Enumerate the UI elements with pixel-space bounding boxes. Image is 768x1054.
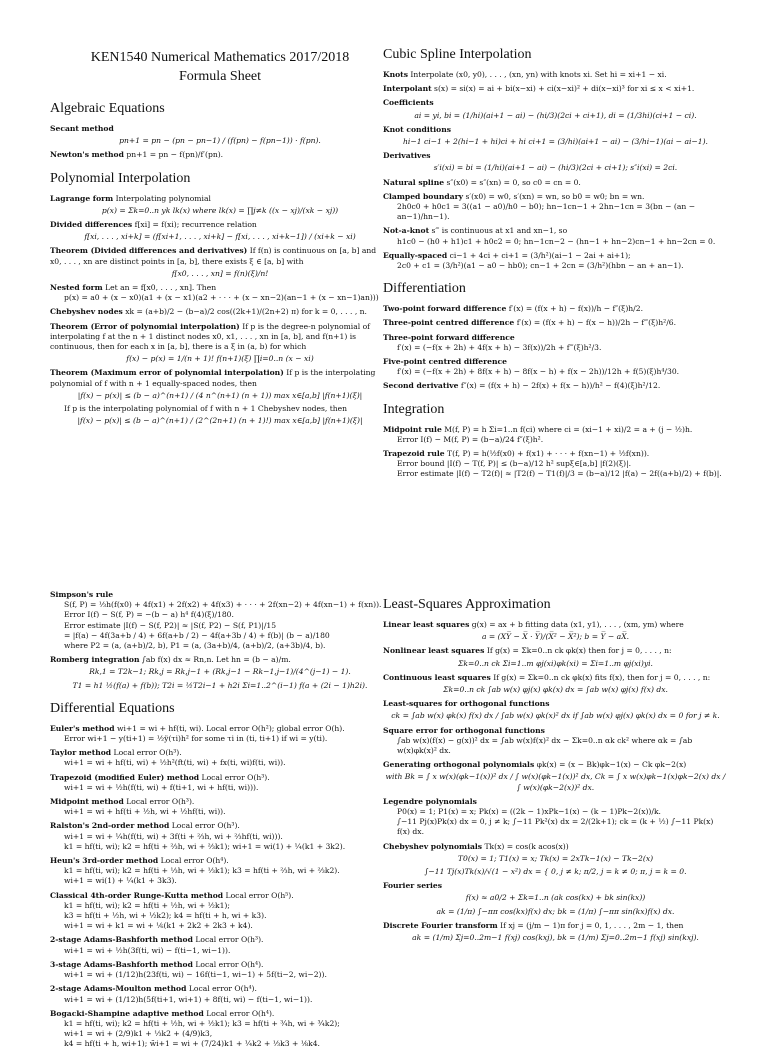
text-rk4: Local error O(h⁵).: [225, 890, 294, 900]
entry-nested: [50, 283, 390, 303]
formula-generating: with Bk = ∫ x w(x)(φk−1(x))² dx / ∫ w(x)(φk−1(x))² dx, Ck = ∫ x w(x)φk−1(x)φk−2(x) dx / ∫ w(x)(φk−2(x))² dx.: [385, 772, 726, 792]
label-three-point-forward: Three-point forward difference: [383, 332, 515, 342]
estimate-simpson: Error estimate |I(f) − S(f, P2)| ≈ |S(f, P2) − S(f, P1)|/15: [64, 620, 277, 630]
label-heun: Heun's 3rd-order method: [50, 856, 159, 866]
entry-generating: [383, 760, 728, 793]
entry-square-error: [383, 726, 728, 757]
entry-interpolant: [383, 84, 728, 94]
text-theorem-error: If p is the degree-n polynomial of interpolating f at the n + 1 distinct nodes x0, x1, . . . , xn in [a, b], and f(n+1) is continuous, then for each x in [a, b], there is a ξ in (a, b) for which: [50, 321, 370, 352]
label-three-point-centred: Three-point centred difference: [383, 318, 515, 328]
text-midpoint-ode: Local error O(h³).: [126, 797, 195, 807]
label-rk4: Classical 4th-order Runge-Kutta method: [50, 890, 224, 900]
heading-algebraic: Algebraic Equations: [50, 101, 165, 116]
entry-trapezoid-ode: [50, 773, 390, 793]
label-coefficients: Coefficients: [383, 98, 434, 108]
formula-orthogonal-ls: ck = ∫ab w(x) φk(x) f(x) dx / ∫ab w(x) φk(x)² dx if ∫ab w(x) φj(x) φk(x) dx = 0 for j ≠ k.: [391, 711, 720, 721]
heading-differential: Differential Equations: [50, 700, 175, 716]
text-theorem-dd: If f(n) is continuous on [a, b] and x0, . . . , xn are distinct points in [a, b], there exists ξ ∈ [a, b] with: [50, 246, 377, 266]
bound-trapezoid-rule: Error bound |I(f) − T(f, P)| ≤ (b−a)/12 h² supξ∈[a,b] |f(2)(ξ)|.: [397, 459, 632, 469]
text-not-a-knot: s‴ is continuous at x1 and xn−1, so: [431, 226, 568, 236]
label-theorem-dd: Theorem (Divided differences and derivatives): [50, 246, 248, 256]
label-midpoint-ode: Midpoint method: [50, 797, 124, 807]
formula-divided: f[xi, . . . , xi+k] = (f[xi+1, . . . , xi+k] − f[xi, . . . , xi+k−1]) / (xi+k − xi): [84, 232, 356, 242]
entry-chebyshev-nodes: [50, 307, 390, 317]
label-derivatives: Derivatives: [383, 151, 431, 161]
text-bogacki-shampine: Local error O(h⁴).: [206, 1008, 275, 1018]
entry-nonlinear-ls: [383, 646, 728, 668]
text-dft: If xj = (j/m − 1)π for j = 0, 1, . . . , 2m − 1, then: [500, 920, 684, 930]
formula-knot-conditions: hi−1 ci−1 + 2(hi−1 + hi)ci + hi ci+1 = (3/hi)(ai+1 − ai) − (3/hi−1)(ai − ai−1).: [403, 137, 708, 147]
entry-trapezoid-rule: [383, 449, 728, 480]
entry-knots: [383, 70, 728, 80]
entry-ab2: [50, 935, 390, 955]
page-2-top: [0, 590, 768, 1049]
formula-not-a-knot: h1c0 − (h0 + h1)c1 + h0c2 = 0; hn−1cn−2 − (hn−1 + hn−2)cn−1 + hn−2cn = 0.: [397, 236, 716, 246]
heading-spline: Cubic Spline Interpolation: [383, 47, 532, 62]
label-ab2: 2-stage Adams-Bashforth method: [50, 935, 193, 945]
formula-fourier-1: f(x) ≈ a0/2 + Σk=1..n (ak cos(kx) + bk sin(kx)): [465, 893, 646, 903]
entry-fourier: [383, 881, 728, 917]
entry-theorem-max: [50, 368, 390, 426]
formula-equally-spaced: 2c0 + c1 = (3/h²)(a1 − a0 − hb0); cn−1 + 2cn = (3/h²)(hbn − an + an−1).: [397, 261, 684, 271]
text-taylor: Local error O(h³).: [113, 748, 182, 758]
entry-ab3: [50, 960, 390, 980]
text-continuous-ls: If g(x) = Σk=0..n ck φk(x) fits f(x), then for j = 0, . . . , n:: [493, 672, 711, 682]
formula-legendre-2: ∫−11 Pj(x)Pk(x) dx = 0, j ≠ k; ∫−11 Pk²(x) dx = 2/(2k+1); ck = (k + ½) ∫−11 Pk(x) f(x) dx.: [397, 817, 714, 837]
label-linear-ls: Linear least squares: [383, 620, 470, 629]
left-column-top: [50, 40, 390, 430]
text-knots: Interpolate (x0, y0), . . . , (xn, yn) with knots xi. Set hi = xi+1 − xi.: [410, 70, 667, 79]
formula-trapezoid-ode: wi+1 = wi + ½h(f(ti, wi) + f(ti+1, wi + hf(ti, wi))).: [64, 782, 259, 792]
formula-am2: wi+1 = wi + (1/12)h(5f(ti+1, wi+1) + 8f(ti, wi) − f(ti−1, wi−1)).: [64, 994, 313, 1004]
text-natural: s″(x0) = s″(xn) = 0, so c0 = cn = 0.: [446, 177, 581, 187]
label-continuous-ls: Continuous least squares: [383, 672, 491, 682]
entry-dft: [383, 921, 728, 943]
entry-five-point-centred: [383, 357, 728, 377]
formula-newton: pn+1 = pn − f(pn)/f′(pn).: [126, 150, 224, 160]
entry-natural: [383, 178, 728, 188]
text-trapezoid-ode: Local error O(h³).: [201, 772, 270, 782]
label-theorem-max: Theorem (Maximum error of polynomial interpolation): [50, 368, 284, 378]
formula-ab2: wi+1 = wi + ½h(3f(ti, wi) − f(ti−1, wi−1)).: [64, 945, 231, 955]
formula-bogacki-shampine-3: k4 = hf(ti + h, wi+1); w̃i+1 = wi + (7/24)k1 + ¼k2 + ⅓k3 + ⅛k4.: [64, 1039, 320, 1049]
label-interpolant: Interpolant: [383, 84, 432, 94]
label-ab3: 3-stage Adams-Bashforth method: [50, 959, 193, 969]
title-subtitle: Formula Sheet: [178, 69, 262, 84]
label-not-a-knot: Not-a-knot: [383, 226, 430, 236]
label-fourier: Fourier series: [383, 881, 443, 891]
estimate-simpson-3: where P2 = (a, (a+b)/2, b), P1 = (a, (3a+b)/4, (a+b)/2, (a+3b)/4, b).: [64, 641, 326, 651]
text-midpoint-rule: M(f, P) = h Σi=1..n f(ci) where ci = (xi−1 + xi)/2 = a + (j − ½)h.: [444, 424, 693, 434]
formula-five-point-centred: f′(x) = (−f(x + 2h) + 8f(x + h) − 8f(x − h) + f(x − 2h))/12h + f(5)(ξ)h⁴/30.: [397, 367, 680, 377]
entry-knot-conditions: [383, 125, 728, 147]
label-bogacki-shampine: Bogacki-Shampine adaptive method: [50, 1008, 204, 1018]
label-legendre: Legendre polynomials: [383, 796, 477, 806]
formula-rk4-3: wi+1 = wi + k1 = wi + ⅙(k1 + 2k2 + 2k3 + k4).: [64, 921, 253, 931]
label-ralston: Ralston's 2nd-order method: [50, 821, 170, 831]
label-trapezoid-ode: Trapezoid (modified Euler) method: [50, 772, 200, 782]
entry-ralston: [50, 821, 390, 852]
heading-integration: Integration: [383, 401, 445, 417]
entry-taylor: [50, 748, 390, 768]
formula-linear-ls: a = (XY̅ − X̅ · Y̅)/(X̅² − X̅²); b = Y̅ − aX̅.: [481, 632, 630, 642]
formula-fourier-2: ak = (1/π) ∫−ππ cos(kx)f(x) dx; bk = (1/π) ∫−ππ sin(kx)f(x) dx.: [436, 906, 675, 916]
text-ab3: Local error O(h⁴).: [195, 959, 264, 969]
text-theorem-max-2: If p is the interpolating polynomial of f with n + 1 Chebyshev nodes, then: [64, 404, 348, 414]
formula-nonlinear-ls: Σk=0..n ck Σi=1..m φj(xi)φk(xi) = Σi=1..m φj(xi)yi.: [458, 658, 653, 668]
formula-clamped: 2h0c0 + h0c1 = 3((a1 − a0)/h0 − b0); hn−1cn−1 + 2hn−1cn = 3(bn − (an − an−1)/hn−1).: [397, 202, 696, 222]
entry-legendre: [383, 797, 728, 838]
label-divided: Divided differences: [50, 220, 133, 230]
entry-theorem-error: [50, 322, 390, 365]
label-orthogonal-ls: Least-squares for orthogonal functions: [383, 699, 550, 709]
entry-bogacki-shampine: [50, 1009, 390, 1050]
label-newton: Newton's method: [50, 150, 124, 160]
heading-least-squares: Least-Squares Approximation: [383, 597, 551, 612]
text-ralston: Local error O(h³).: [171, 821, 240, 831]
entry-newton: [50, 150, 390, 160]
title-course: KEN1540 Numerical Mathematics 2017/2018: [90, 50, 350, 65]
formula-ab3: wi+1 = wi + (1/12)h(23f(ti, wi) − 16f(ti−1, wi−1) + 5f(ti−2, wi−2)).: [64, 970, 327, 980]
label-secant: Secant method: [50, 124, 114, 133]
formula-secant: pn+1 = pn − (pn − pn−1) / (f(pn) − f(pn−1)) · f(pn).: [119, 136, 321, 146]
formula-romberg-2: T1 = h1 ½(f(a) + f(b)); T2i = ½T2i−1 + h2i Σi=1..2^(i−1) f(a + (2i − 1)h2i).: [72, 680, 368, 690]
entry-midpoint-rule: [383, 425, 728, 445]
label-knot-conditions: Knot conditions: [383, 124, 451, 134]
formula-second-derivative: f″(x) = (f(x + h) − 2f(x) + f(x − h))/h² − f(4)(ξ)h²/12.: [460, 381, 661, 391]
label-equally-spaced: Equally-spaced: [383, 250, 448, 260]
heading-polynomial: Polynomial Interpolation: [50, 170, 191, 186]
formula-heun-1: k1 = hf(ti, wi); k2 = hf(ti + ⅓h, wi + ⅓k1); k3 = hf(ti + ⅔h, wi + ⅔k2).: [64, 866, 340, 876]
entry-not-a-knot: [383, 226, 728, 246]
formula-simpson: S(f, P) = ⅓h(f(x0) + 4f(x1) + 2f(x2) + 4f(x3) + · · · + 2f(xn−2) + 4f(xn−1) + f(xn)).: [64, 600, 382, 610]
label-two-point-forward: Two-point forward difference: [383, 304, 507, 314]
label-five-point-centred: Five-point centred difference: [383, 357, 507, 367]
formula-chebyshev-nodes: xk = (a+b)/2 − (b−a)/2 cos((2k+1)/(2n+2) π) for k = 0, . . . , n.: [125, 307, 367, 317]
entry-clamped: [383, 192, 728, 223]
label-nested: Nested form: [50, 283, 103, 293]
entry-lagrange: [50, 194, 390, 216]
formula-three-point-forward: f′(x) = (−f(x + 2h) + 4f(x + h) − 3f(x))/2h + f‴(ξ)h²/3.: [397, 342, 602, 352]
heading-differentiation: Differentiation: [383, 281, 466, 297]
formula-taylor: wi+1 = wi + hf(ti, wi) + ½h²(ft(ti, wi) + fx(ti, wi)f(ti, wi)).: [64, 758, 286, 768]
left-column-bottom: [50, 590, 390, 1054]
formula-legendre-1: P0(x) = 1; P1(x) = x; Pk(x) = ((2k − 1)xPk−1(x) − (k − 1)Pk−2(x))/k.: [397, 807, 661, 817]
text-theorem-max: If p is the interpolating polynomial of f with n + 1 equally-spaced nodes, then: [50, 368, 376, 388]
entry-three-point-forward: [383, 333, 728, 353]
label-euler: Euler's method: [50, 723, 115, 733]
formula-coefficients: ai = yi, bi = (1/hi)(ai+1 − ai) − (hi/3)(2ci + ci+1), di = (1/3hi)(ci+1 − ci).: [414, 110, 697, 120]
formula-theorem-dd: f[x0, . . . , xn] = f(n)(ξ)/n!: [171, 268, 269, 278]
right-column-top: [383, 40, 728, 484]
formula-romberg-1: Rk,1 = T2k−1; Rk,j = Rk,j−1 + (Rk,j−1 − Rk−1,j−1)/(4^(j−1) − 1).: [89, 667, 351, 677]
formula-rk4-1: k1 = hf(ti, wi); k2 = hf(ti + ½h, wi + ½k1);: [64, 900, 230, 910]
formula-theorem-error: f(x) − p(x) = 1/(n + 1)! f(n+1)(ξ) ∏i=0..n (x − xi): [126, 354, 314, 364]
entry-euler: [50, 724, 390, 744]
text-heun: Local error O(h⁴).: [160, 856, 229, 866]
label-generating: Generating orthogonal polynomials: [383, 760, 535, 770]
error-midpoint-rule: Error I(f) − M(f, P) = (b−a)/24 f″(ξ)h².: [397, 434, 544, 444]
label-square-error: Square error for orthogonal functions: [383, 725, 545, 735]
formula-dft: ak = (1/m) Σj=0..2m−1 f(xj) cos(kxj), bk = (1/m) Σj=0..2m−1 f(xj) sin(kxj).: [412, 933, 699, 943]
document-title: [50, 48, 390, 86]
entry-am2: [50, 984, 390, 1004]
text-divided: f[xi] = f(xi); recurrence relation: [134, 220, 257, 230]
label-lagrange: Lagrange form: [50, 193, 114, 203]
label-chebyshev-poly: Chebyshev polynomials: [383, 841, 483, 851]
label-romberg: Romberg integration: [50, 655, 140, 665]
formula-nested: p(x) = a0 + (x − x0)(a1 + (x − x1)(a2 + · · · + (x − xn−2)(an−1 + (x − xn−1)an))): [64, 293, 379, 303]
text-chebyshev-poly: Tk(x) = cos(k acos(x)): [484, 841, 569, 851]
formula-theorem-max-1: |f(x) − p(x)| ≤ (b − a)^(n+1) / (4 n^(n+1) (n + 1)) max x∈[a,b] |f(n+1)(ξ)|: [77, 390, 363, 400]
text-ab2: Local error O(h³).: [195, 935, 264, 945]
text-equally-spaced: ci−1 + 4ci + ci+1 = (3/h²)(ai−1 − 2ai + ai+1);: [449, 250, 631, 260]
page-1-top: [0, 40, 768, 510]
entry-chebyshev-poly: [383, 842, 728, 878]
formula-theorem-max-2: |f(x) − p(x)| ≤ (b − a)^(n+1) / (2^(2n+1) (n + 1)!) max x∈[a,b] |f(n+1)(ξ)|: [77, 416, 363, 426]
entry-coefficients: [383, 98, 728, 120]
text-euler: wi+1 = wi + hf(ti, wi). Local error O(h²); global error O(h).: [116, 723, 345, 733]
formula-continuous-ls: Σk=0..n ck ∫ab w(x) φj(x) φk(x) dx = ∫ab w(x) φj(x) f(x) dx.: [443, 685, 668, 695]
label-dft: Discrete Fourier transform: [383, 920, 498, 930]
formula-bogacki-shampine-1: k1 = hf(ti, wi); k2 = hf(ti + ½h, wi + ½k1); k3 = hf(ti + ¾h, wi + ¾k2);: [64, 1018, 340, 1028]
formula-midpoint-ode: wi+1 = wi + hf(ti + ½h, wi + ½hf(ti, wi)).: [64, 807, 226, 817]
entry-continuous-ls: [383, 673, 728, 695]
text-clamped: s′(x0) = w0, s′(xn) = wn, so b0 = w0; bn = wn.: [465, 191, 645, 201]
entry-second-derivative: [383, 381, 728, 391]
label-chebyshev-nodes: Chebyshev nodes: [50, 307, 123, 317]
label-knots: Knots: [383, 70, 408, 79]
label-trapezoid-rule: Trapezoid rule: [383, 449, 445, 459]
error-simpson: Error I(f) − S(f, P) = −(b − a) h⁴ f(4)(ξ)/180.: [64, 610, 234, 620]
text-trapezoid-rule: T(f, P) = h(½f(x0) + f(x1) + · · · + f(xn−1) + ½f(xn)).: [447, 449, 650, 459]
entry-divided: [50, 220, 390, 242]
text-interpolant: s(x) = si(x) = ai + bi(x−xi) + ci(x−xi)² + di(x−xi)³ for xi ≤ x < xi+1.: [434, 84, 695, 94]
entry-derivatives: [383, 151, 728, 173]
entry-heun: [50, 856, 390, 887]
text-am2: Local error O(h⁴).: [188, 984, 257, 994]
entry-simpson: [50, 590, 390, 651]
text-romberg: ∫ab f(x) dx ≈ Rn,n. Let hn = (b − a)/m.: [141, 655, 291, 665]
label-taylor: Taylor method: [50, 748, 112, 758]
entry-romberg: [50, 655, 390, 691]
entry-rk4: [50, 891, 390, 932]
entry-theorem-dd: [50, 246, 390, 279]
text-linear-ls: g(x) = ax + b fitting data (x1, y1), . . . , (xm, ym) where: [471, 620, 684, 629]
label-theorem-error: Theorem (Error of polynomial interpolation): [50, 321, 240, 331]
formula-bogacki-shampine-2: wi+1 = wi + (2/9)k1 + ⅓k2 + (4/9)k3,: [64, 1029, 213, 1039]
text-nested: Let an = f[x0, . . . , xn]. Then: [105, 283, 217, 293]
label-simpson: Simpson's rule: [50, 590, 114, 599]
label-second-derivative: Second derivative: [383, 381, 459, 391]
formula-three-point-centred: f′(x) = (f(x + h) − f(x − h))/2h − f‴(ξ)h²/6.: [516, 318, 677, 328]
formula-ralston-2: k1 = hf(ti, wi); k2 = hf(ti + ⅔h, wi + ⅔k1); wi+1 = wi(1) + ¼(k1 + 3k2).: [64, 841, 346, 851]
text-lagrange: Interpolating polynomial: [115, 193, 211, 203]
estimate-trapezoid-rule: Error estimate |I(f) − T2(f)| ≈ |T2(f) − T1(f)|/3 = (b−a)/12 |f(a) − 2f((a+b)/2) + f(b)|.: [397, 469, 722, 479]
error-euler: Error wi+1 − y(ti+1) = ½ÿ(τi)h² for some τi in (ti, ti+1) if wi = y(ti).: [64, 734, 328, 744]
entry-two-point-forward: [383, 304, 728, 314]
entry-equally-spaced: [383, 251, 728, 271]
right-column-bottom: [383, 590, 728, 947]
text-nonlinear-ls: If g(x) = Σk=0..n ck φk(x) then for j = 0, . . . , n:: [486, 646, 672, 656]
entry-midpoint-ode: [50, 797, 390, 817]
formula-ralston-1: wi+1 = wi + ¼h(f(ti, wi) + 3f(ti + ⅔h, wi + ⅔hf(ti, wi))).: [64, 831, 283, 841]
label-midpoint-rule: Midpoint rule: [383, 424, 442, 434]
text-generating: φk(x) = (x − Bk)φk−1(x) − Ck φk−2(x): [536, 760, 687, 770]
formula-chebyshev-poly-1: T0(x) = 1; T1(x) = x; Tk(x) = 2xTk−1(x) − Tk−2(x): [457, 853, 654, 863]
formula-heun-2: wi+1 = wi(1) + ¼(k1 + 3k3).: [64, 876, 177, 886]
formula-derivatives: s′i(xi) = bi = (1/hi)(ai+1 − ai) − (hi/3)(2ci + ci+1); s″i(xi) = 2ci.: [433, 163, 678, 173]
formula-chebyshev-poly-2: ∫−11 Tj(x)Tk(x)/√(1 − x²) dx = { 0, j ≠ k; π/2, j = k ≠ 0; π, j = k = 0.: [424, 867, 687, 877]
label-clamped: Clamped boundary: [383, 191, 464, 201]
formula-rk4-2: k3 = hf(ti + ½h, wi + ½k2); k4 = hf(ti + h, wi + k3).: [64, 911, 267, 921]
entry-orthogonal-ls: [383, 699, 728, 721]
entry-three-point-centred: [383, 318, 728, 328]
formula-lagrange: p(x) = Σk=0..n yk lk(x) where lk(x) = ∏j≠k ((x − xj)/(xk − xj)): [101, 205, 339, 215]
estimate-simpson-2: = |f(a) − 4f(3a+b / 4) + 6f(a+b / 2) − 4f(a+3b / 4) + f(b)| (b − a)/180: [64, 630, 330, 640]
label-natural: Natural spline: [383, 177, 445, 187]
label-nonlinear-ls: Nonlinear least squares: [383, 646, 485, 656]
label-am2: 2-stage Adams-Moulton method: [50, 984, 187, 994]
entry-linear-ls: [383, 620, 728, 642]
formula-two-point-forward: f′(x) = (f(x + h) − f(x))/h − f″(ξ)h/2.: [508, 304, 643, 314]
formula-square-error: ∫ab w(x)(f(x) − g(x))² dx = ∫ab w(x)f(x)² dx − Σk=0..n αk ck² where αk = ∫ab w(x)φk(x)² dx.: [397, 735, 693, 756]
entry-secant: [50, 124, 390, 146]
